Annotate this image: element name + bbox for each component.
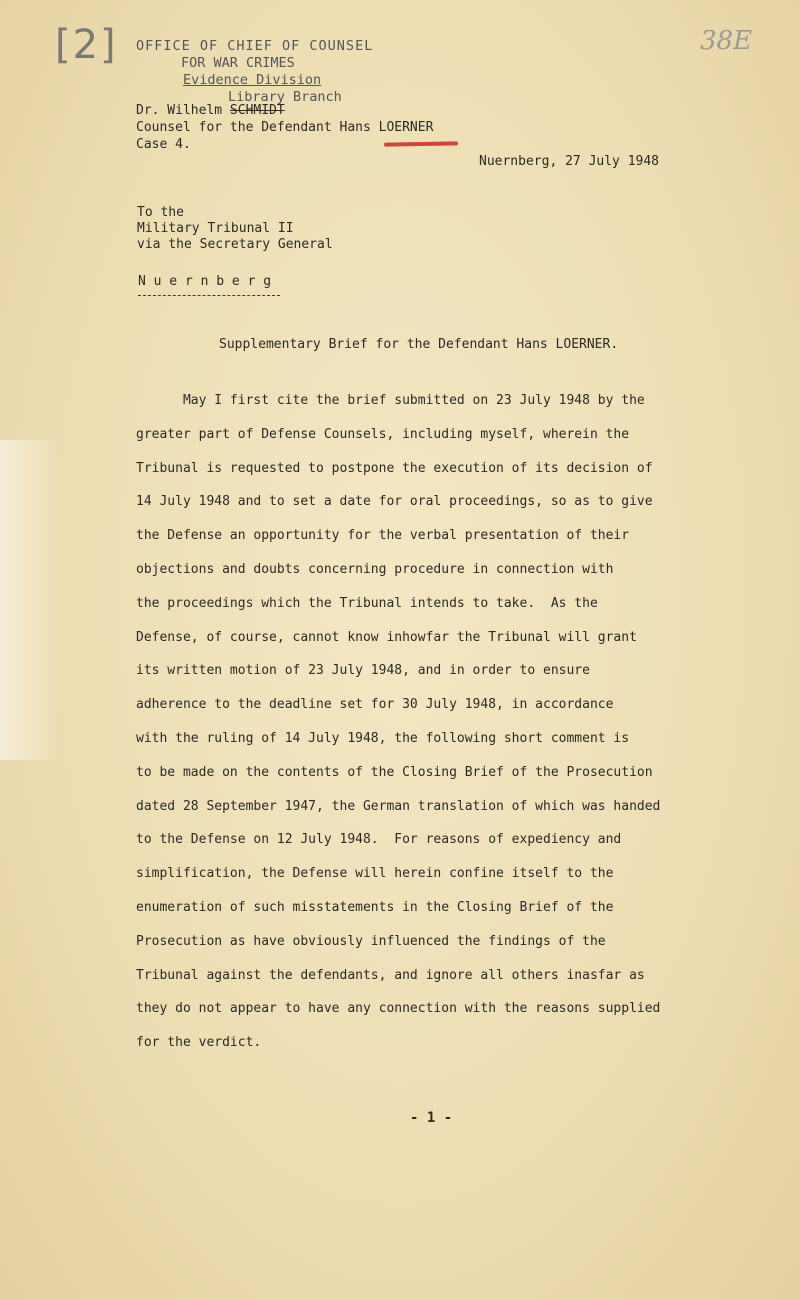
document-reference: 38E [700,26,753,56]
body-line: the proceedings which the Tribunal intends to take. As the [136,595,598,611]
body-line: they do not appear to have any connection with the reasons supplied [136,1001,661,1017]
body-line: to be made on the contents of the Closing Brief of the Prosecution [136,764,653,780]
brief-title: Supplementary Brief for the Defendant Hans LOERNER. [219,337,619,352]
body-line: Defense, of course, cannot know inhowfar the Tribunal will grant [136,629,637,645]
stamp-line-war-crimes: FOR WAR CRIMES [181,55,295,71]
author-surname: SCHMIDT [229,103,285,118]
case-number: Case 4. [136,137,191,152]
page-number: - 1 - [410,1110,453,1126]
body-line: for the verdict. [136,1035,262,1051]
addressee-block [137,205,333,253]
red-pencil-mark [384,141,458,146]
body-line: greater part of Defense Counsels, including myself, wherein the [136,426,630,442]
body-line: Prosecution as have obviously influenced the findings of the [136,933,606,949]
body-line: Tribunal against the defendants, and ignore all others inasfar as [136,967,645,983]
body-line: the Defense an opportunity for the verbal presentation of their [136,528,630,544]
city-underline [138,295,280,296]
stamp-line-branch: Library Branch [228,89,342,105]
body-line: with the ruling of 14 July 1948, the following short comment is [136,730,630,746]
author-line [136,102,433,119]
place-date: Nuernberg, 27 July 1948 [479,154,660,169]
body-line: simplification, the Defense will herein confine itself to the [136,866,614,882]
author-role: Counsel for the Defendant Hans LOERNER [136,120,434,135]
stamp-line-division: Evidence Division [183,72,322,88]
margin-mark: [2] [55,22,118,68]
address-line: To the [137,205,184,220]
address-line: Military Tribunal II [137,221,294,236]
body-line: 14 July 1948 and to set a date for oral proceedings, so as to give [136,494,653,510]
paper-shading [0,440,58,760]
body-line: dated 28 September 1947, the German translation of which was handed [136,798,661,814]
body-line: its written motion of 23 July 1948, and in order to ensure [136,663,590,679]
office-stamp [136,38,373,106]
body-line: to the Defense on 12 July 1948. For reasons of expediency and [136,832,622,848]
stamp-line-office: OFFICE OF CHIEF OF COUNSEL [136,38,374,54]
address-line: via the Secretary General [137,237,333,252]
body-line: May I first cite the brief submitted on 23 July 1948 by the [136,393,645,408]
body-line: Tribunal is requested to postpone the execution of its decision of [136,460,653,476]
addressee-city: N u e r n b e r g [138,274,272,289]
body-line: objections and doubts concerning procedure in connection with [136,561,614,577]
body-line: adherence to the deadline set for 30 July 1948, in accordance [136,697,614,713]
body-line: enumeration of such misstatements in the Closing Brief of the [136,899,614,915]
author-prefix: Dr. Wilhelm [136,103,230,118]
brief-body [136,384,736,1060]
